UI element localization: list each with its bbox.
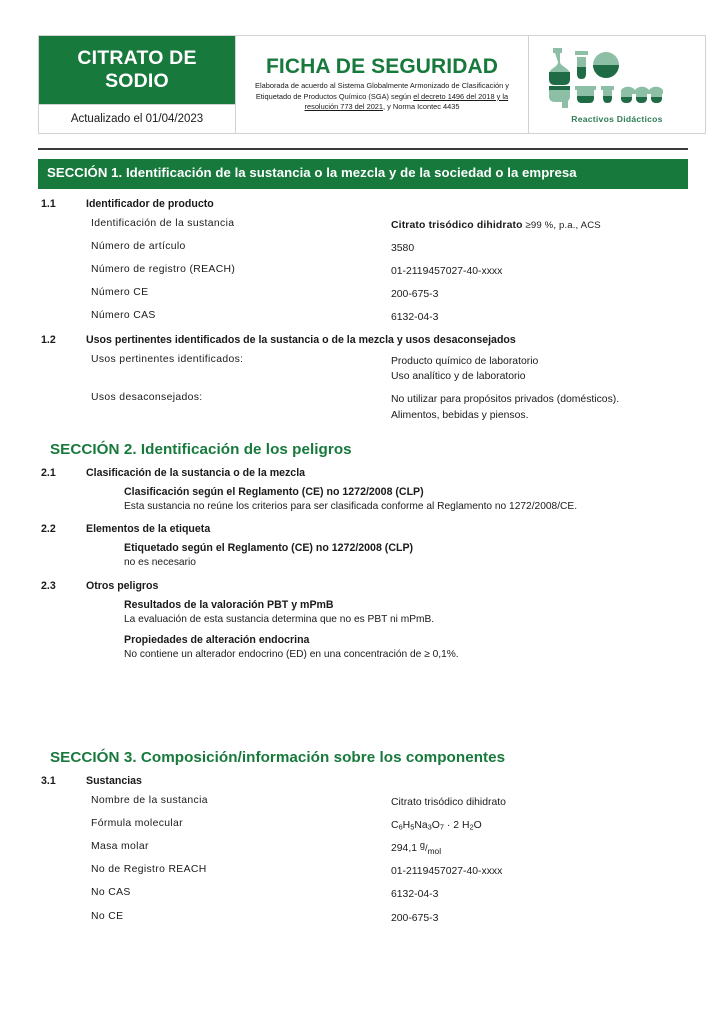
field-value: 200-675-3 <box>391 912 439 924</box>
endocrine-properties-block <box>38 634 686 662</box>
document-title: FICHA DE SEGURIDAD <box>265 55 499 79</box>
bioquim-wordmark-icon <box>543 46 691 108</box>
field-row-molecular-formula <box>38 818 686 833</box>
bioquim-logo <box>541 46 693 124</box>
subsection-3-1-number: 3.1 <box>41 774 56 787</box>
field-value <box>391 354 686 384</box>
product-title: CITRATO DE SODIO <box>77 47 197 92</box>
field-label: Fórmula molecular <box>91 817 183 829</box>
field-label: No CAS <box>91 887 131 899</box>
pbt-assessment-block <box>38 599 686 627</box>
updated-date: Actualizado el 01/04/2023 <box>70 113 204 125</box>
advised-against-line-1: No utilizar para propósitos privados (domésticos). <box>391 394 620 406</box>
updated-date-cell <box>39 105 236 134</box>
advised-against-line-2: Alimentos, bebidas y piensos. <box>391 409 529 421</box>
field-row-reach-number <box>38 264 686 279</box>
field-label: Usos pertinentes identificados: <box>91 354 244 366</box>
spacer-before-section-3 <box>38 663 686 749</box>
section-1-banner: SECCIÓN 1. Identificación de la sustancia o la mezcla y de la sociedad o la empresa <box>38 159 688 189</box>
substance-purity: ≥99 %, p.a., ACS <box>522 219 601 231</box>
spacer <box>38 423 686 441</box>
field-row-cas-number <box>38 310 686 325</box>
field-label: Número de artículo <box>91 240 186 252</box>
pbt-block-text: La evaluación de esta sustancia determina que no es PBT ni mPmB. <box>124 613 435 625</box>
classification-block <box>38 486 686 514</box>
pbt-block-title: Resultados de la valoración PBT y mPmB <box>124 598 334 611</box>
subsection-1-1 <box>38 198 686 210</box>
field-label: Usos desaconsejados: <box>91 392 203 404</box>
field-value: 3580 <box>391 242 415 254</box>
document-subtitle <box>243 81 521 113</box>
field-row-ce <box>38 911 686 926</box>
subsection-1-2-number: 1.2 <box>41 334 56 347</box>
section-3-heading: SECCIÓN 3. Composición/información sobre los componentes <box>50 748 506 766</box>
product-title-cell <box>39 36 236 105</box>
subsection-1-2-title: Usos pertinentes identificados de la sustancia o de la mezcla y usos desaconsejados <box>86 334 516 347</box>
field-value-molar-mass: 294,1 g/mol <box>391 840 442 856</box>
field-value: Citrato trisódico dihidrato <box>391 796 506 808</box>
field-label: Nombre de la sustancia <box>91 794 208 806</box>
classification-block-title: Clasificación según el Reglamento (CE) no 1272/2008 (CLP) <box>124 485 424 498</box>
subsection-2-1-title: Clasificación de la sustancia o de la mezcla <box>86 466 306 479</box>
subsection-1-1-title: Identificador de producto <box>86 197 214 210</box>
field-value-molecular-formula: $C_6H_5Na_3O_7 \cdot 2$ $H_2O$ <box>391 819 482 832</box>
section-2-heading: SECCIÓN 2. Identificación de los peligros <box>50 440 352 458</box>
label-block-text: no es necesario <box>124 557 196 569</box>
subsection-2-1-number: 2.1 <box>41 466 56 479</box>
subtitle-text-1: Elaborada de acuerdo al Sistema Globalmente Armonizado de Clasificación y Etiquetado de Productos Químico (SGA) según <box>255 81 509 101</box>
field-value: 01-2119457027-40-xxxx <box>391 866 503 878</box>
header-divider <box>38 148 688 150</box>
subsection-1-2 <box>38 334 686 346</box>
document-title-cell <box>236 36 529 134</box>
field-label: No de Registro REACH <box>91 864 207 876</box>
substance-name: Citrato trisódico dihidrato <box>391 219 523 231</box>
identified-use-line-1: Producto químico de laboratorio <box>391 356 539 368</box>
subsection-2-3-title: Otros peligros <box>86 579 159 592</box>
identified-use-line-2: Uso analítico y de laboratorio <box>391 371 526 383</box>
logo-tagline: Reactivos Didácticos <box>571 113 663 124</box>
subsection-2-1 <box>38 467 686 479</box>
subsection-2-2-number: 2.2 <box>41 523 56 536</box>
field-label: Identificación de la sustancia <box>91 217 235 229</box>
classification-block-text: Esta sustancia no reúne los criterios para ser clasificada conforme al Reglamento no 1272/2008/CE. <box>124 500 578 512</box>
subsection-2-3 <box>38 580 686 592</box>
field-row-molar-mass <box>38 841 686 856</box>
subsection-3-1 <box>38 775 686 787</box>
subsection-1-1-number: 1.1 <box>41 197 56 210</box>
field-label: Número CE <box>91 287 149 299</box>
field-value: 6132-04-3 <box>391 312 439 324</box>
field-row-ce-number <box>38 287 686 302</box>
field-row-article-number <box>38 241 686 256</box>
subsection-3-1-title: Sustancias <box>86 774 142 787</box>
endocrine-block-text: No contiene un alterador endocrino (ED) en una concentración de ≥ 0,1%. <box>124 649 459 661</box>
field-value: 01-2119457027-40-xxxx <box>391 266 503 278</box>
company-logo-cell <box>529 36 706 134</box>
field-row-cas <box>38 887 686 902</box>
field-row-substance-name <box>38 795 686 810</box>
field-value: 6132-04-3 <box>391 889 439 901</box>
field-row-reach-registration <box>38 864 686 879</box>
label-elements-block <box>38 542 686 570</box>
field-row-identified-uses <box>38 354 686 384</box>
subsection-2-2 <box>38 523 686 535</box>
document-header <box>38 35 706 134</box>
field-value <box>391 218 686 233</box>
subsection-2-2-title: Elementos de la etiqueta <box>86 523 211 536</box>
field-row-substance-identification <box>38 218 686 233</box>
field-value: 200-675-3 <box>391 289 439 301</box>
field-value <box>391 392 686 422</box>
subtitle-text-2: , y Norma Icontec 4435 <box>383 102 460 112</box>
subtitle-regulation-link[interactable]: el decreto 1496 del 2018 y la resolución 773 del 2021 <box>304 91 509 112</box>
field-label: Número de registro (REACH) <box>91 264 236 276</box>
field-label: No CE <box>91 910 124 922</box>
label-block-title: Etiquetado según el Reglamento (CE) no 1272/2008 (CLP) <box>124 542 414 555</box>
field-label: Número CAS <box>91 310 156 322</box>
subsection-2-3-number: 2.3 <box>41 579 56 592</box>
field-row-advised-against-uses <box>38 392 686 422</box>
field-label: Masa molar <box>91 841 149 853</box>
endocrine-block-title: Propiedades de alteración endocrina <box>124 634 310 647</box>
